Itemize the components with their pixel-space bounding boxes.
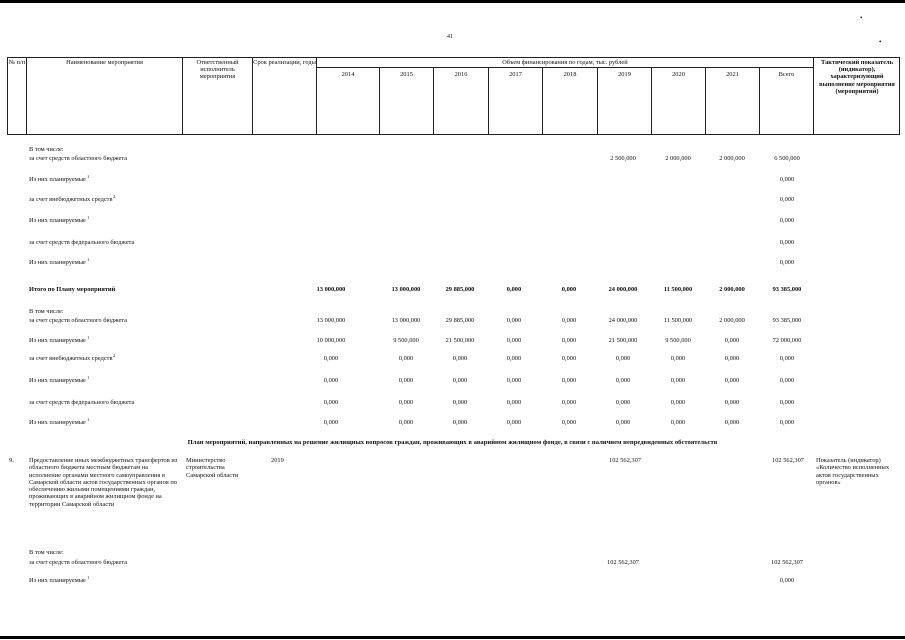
funding-value: 0,000 (561, 355, 577, 362)
page-number: 41 (447, 34, 453, 40)
header-term: Срок реализации, годы (253, 59, 316, 66)
footnote-mark: 1 (87, 174, 90, 179)
funding-row (0, 155, 905, 167)
item-term: 2019 (271, 457, 284, 464)
funding-row-label: за счет средств областного бюджета (29, 317, 128, 324)
scan-mark: • (879, 38, 882, 46)
funding-value: 0,000 (779, 259, 795, 266)
funding-value: 0,000 (670, 355, 686, 362)
total-plan-label: Итого по Плану мероприятий (29, 286, 116, 293)
funding-value: 0,000 (779, 399, 795, 406)
funding-value: 13 000,000 (391, 317, 421, 324)
funding-row (0, 377, 905, 389)
header-total: Всего (778, 71, 795, 78)
funding-value: 0,000 (724, 399, 740, 406)
header-year: 2019 (618, 71, 631, 78)
in-that-number-label: В том числе: (29, 308, 64, 315)
funding-value: 0,000 (561, 337, 577, 344)
section-title: План мероприятий, направленных на решение жилищных вопросов граждан, проживающих в аварийном жилищном фонде, в связи с наличием непредвиденных обстоятельств (187, 439, 718, 446)
funding-row-label: за счет средств областного бюджета (29, 155, 128, 162)
footnote-mark: 1 (87, 257, 90, 262)
funding-row (0, 217, 905, 229)
funding-value: 102 562,307 (607, 559, 639, 566)
item-number: 9. (9, 457, 14, 464)
funding-value: 0,000 (670, 377, 686, 384)
funding-value: 9 500,000 (665, 337, 691, 344)
funding-row (0, 176, 905, 188)
funding-row-label: Из них планируемые (29, 337, 86, 344)
funding-row-label: Из них планируемые (29, 176, 86, 183)
funding-value: 2 000,000 (719, 317, 745, 324)
funding-value: 0,000 (323, 377, 339, 384)
funding-value: 0,000 (779, 355, 795, 362)
funding-value: 0,000 (506, 377, 522, 384)
total-plan-row: Итого по Плану мероприятий 13 000,000 13 000,000 29 885,000 0,000 0,000 24 000,000 11 500,000 2 000,000 93 385,000 (29, 286, 802, 293)
header-year: 2017 (509, 71, 522, 78)
scan-mark: • (860, 14, 863, 22)
funding-value: 0,000 (506, 337, 522, 344)
funding-value: 0,000 (615, 355, 631, 362)
funding-value: 10 000,000 (316, 337, 346, 344)
funding-value: 0,000 (779, 577, 795, 584)
funding-row (0, 317, 905, 329)
header-year: 2014 (341, 71, 355, 78)
funding-row-label: Из них планируемые (29, 419, 86, 426)
funding-row (0, 419, 905, 431)
funding-value: 0,000 (724, 419, 740, 426)
funding-value: 93 385,000 (772, 317, 802, 324)
funding-value: 0,000 (615, 377, 631, 384)
funding-value: 102 562,307 (771, 559, 803, 566)
footnote-mark: 1 (87, 417, 90, 422)
funding-value: 0,000 (779, 239, 795, 246)
funding-value: 0,000 (452, 419, 468, 426)
funding-value: 0,000 (561, 317, 577, 324)
funding-value: 0,000 (452, 355, 468, 362)
funding-value: 0,000 (724, 337, 740, 344)
funding-row (0, 239, 905, 251)
header-year: 2020 (672, 71, 685, 78)
funding-value: 13 000,000 (316, 317, 346, 324)
header-year: 2021 (726, 71, 739, 78)
header-financing: Объем финансирования по годам, тыс. рублей (502, 59, 628, 66)
funding-value: 0,000 (452, 377, 468, 384)
funding-value: 0,000 (724, 355, 740, 362)
funding-value: 0,000 (670, 419, 686, 426)
funding-row (0, 355, 905, 367)
funding-row-label: Из них планируемые (29, 217, 86, 224)
funding-value: 0,000 (506, 317, 522, 324)
funding-value: 0,000 (398, 377, 414, 384)
item-indicator: Показатель (индикатор) «Количество исполненных актов государственных органов» (816, 457, 890, 486)
funding-value: 2 500,000 (610, 155, 636, 162)
funding-value: 0,000 (452, 399, 468, 406)
in-that-number-label: В том числе: (29, 549, 64, 556)
funding-value: 6 500,000 (774, 155, 800, 162)
top-border (0, 0, 905, 3)
funding-row-label: Из них планируемые (29, 259, 86, 266)
footnote-mark: 1 (87, 375, 90, 380)
item-value-2019: 102 562,307 (609, 457, 641, 464)
footnote-mark: 1 (87, 575, 90, 580)
footnote-mark: 2 (113, 194, 116, 199)
footnote-mark: 1 (87, 335, 90, 340)
funding-row (0, 559, 905, 571)
funding-value: 0,000 (615, 419, 631, 426)
funding-value: 0,000 (670, 399, 686, 406)
funding-value: 0,000 (506, 355, 522, 362)
funding-value: 21 500,000 (445, 337, 475, 344)
bottom-border (0, 636, 905, 639)
footnote-mark: 2 (113, 353, 116, 358)
funding-row-label: за счет средств областного бюджета (29, 559, 128, 566)
funding-row (0, 196, 905, 208)
funding-value: 0,000 (724, 377, 740, 384)
funding-value: 0,000 (779, 217, 795, 224)
funding-value: 0,000 (398, 355, 414, 362)
funding-value: 0,000 (506, 419, 522, 426)
funding-value: 0,000 (561, 419, 577, 426)
item-executor: Министерство строительства Самарской области (186, 457, 239, 479)
funding-value: 2 000,000 (719, 155, 745, 162)
funding-value: 0,000 (779, 377, 795, 384)
funding-value: 21 500,000 (608, 337, 638, 344)
funding-value: 0,000 (561, 399, 577, 406)
funding-value: 9 500,000 (393, 337, 419, 344)
header-num: № п/п (8, 59, 26, 66)
header-year: 2015 (400, 71, 413, 78)
funding-row (0, 577, 905, 589)
funding-value: 29 885,000 (445, 317, 475, 324)
funding-value: 72 000,000 (772, 337, 802, 344)
funding-value: 0,000 (506, 399, 522, 406)
header-year: 2016 (454, 71, 468, 78)
funding-row (0, 337, 905, 349)
funding-value: 0,000 (779, 176, 795, 183)
funding-value: 0,000 (323, 399, 339, 406)
funding-row-label: за счет внебюджетных средств (29, 196, 113, 203)
funding-value: 0,000 (615, 399, 631, 406)
funding-value: 0,000 (323, 355, 339, 362)
funding-value: 11 500,000 (663, 317, 693, 324)
funding-row-label: за счет внебюджетных средств (29, 355, 113, 362)
header-year: 2018 (563, 71, 577, 78)
header-name: Наименование мероприятия (66, 59, 143, 66)
item-total: 102 562,307 (772, 457, 804, 464)
footnote-mark: 1 (87, 215, 90, 220)
funding-value: 0,000 (398, 399, 414, 406)
funding-value: 24 000,000 (608, 317, 638, 324)
funding-row-label: за счет средств федерального бюджета (29, 399, 135, 406)
funding-row-label: Из них планируемые (29, 577, 86, 584)
funding-row (0, 259, 905, 271)
funding-value: 2 000,000 (665, 155, 691, 162)
funding-value: 0,000 (323, 419, 339, 426)
funding-value: 0,000 (779, 196, 795, 203)
funding-value: 0,000 (779, 419, 795, 426)
funding-row-label: Из них планируемые (29, 377, 86, 384)
funding-row-label: за счет средств федерального бюджета (29, 239, 135, 246)
header-indicator: Тактический показатель (индикатор), характеризующий выполнение мероприятия (мероприятий) (819, 59, 895, 95)
funding-value: 0,000 (561, 377, 577, 384)
funding-value: 0,000 (398, 419, 414, 426)
in-that-number-label: В том числе: (29, 146, 64, 153)
header-executor: Ответственный исполнитель мероприятия (196, 59, 239, 81)
item-name: Предоставление иных межбюджетных трансфертов из областного бюджета местным бюджетам на исполнение органами местного самоуправления в Самарской области актов государственных органов по обеспечению жилыми помещениями граждан, проживающих в аварийном жилищном фонде на территории Самарской области (29, 457, 178, 508)
funding-row (0, 399, 905, 411)
